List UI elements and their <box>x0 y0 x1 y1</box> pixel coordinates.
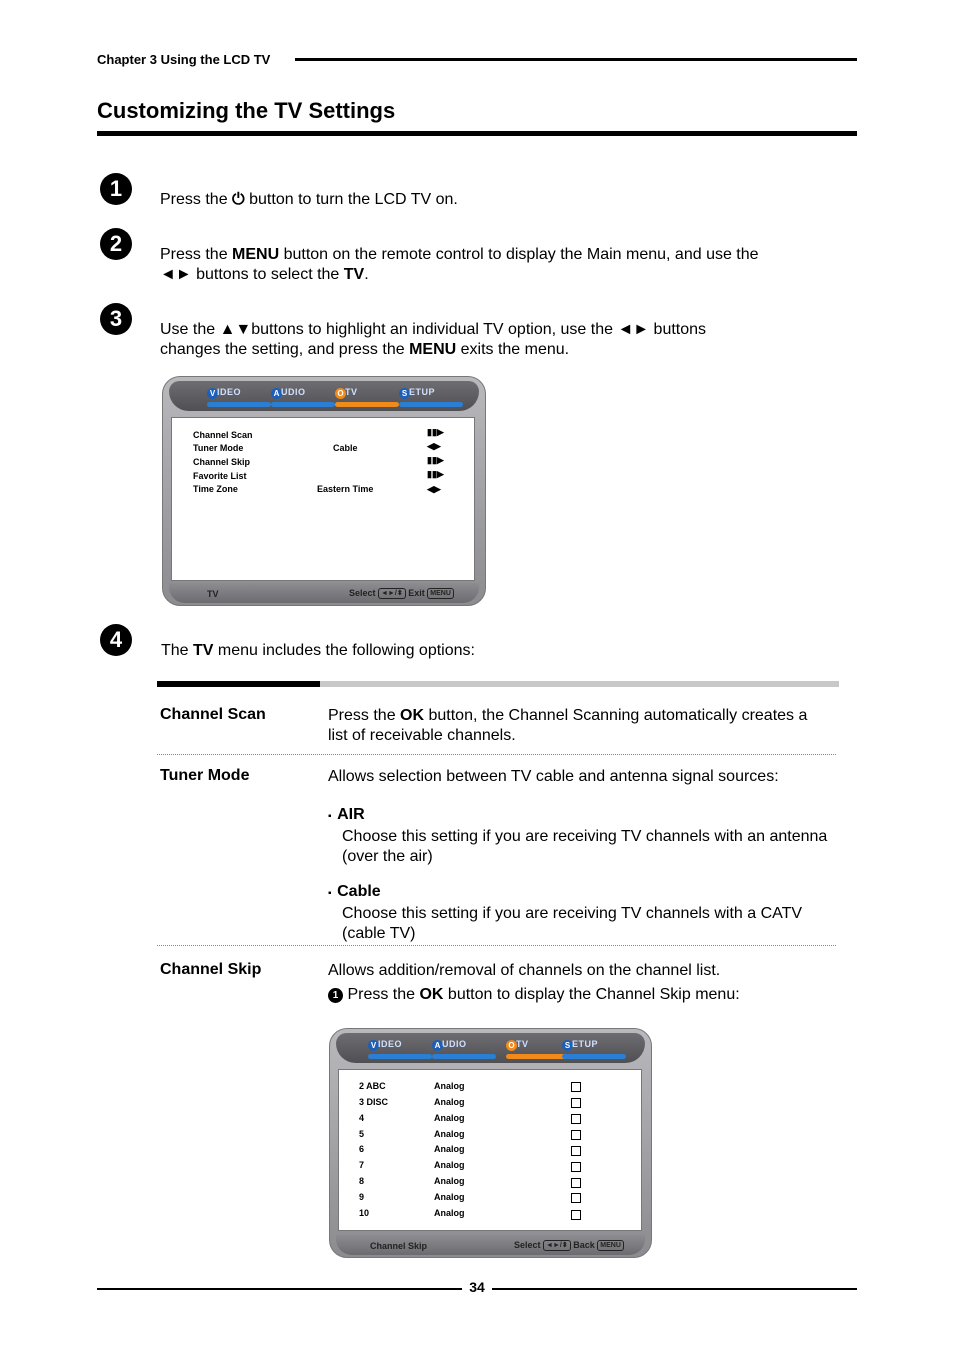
tuner-mode-value: Cable <box>333 443 358 453</box>
menu-item-channel-skip: Channel Skip <box>193 457 251 467</box>
table-header-bar <box>157 681 320 687</box>
skip-checkbox[interactable] <box>571 1130 581 1140</box>
channel-type: Analog <box>434 1144 465 1154</box>
substep-1-badge: 1 <box>328 988 343 1003</box>
option-channel-skip-name: Channel Skip <box>160 961 262 978</box>
menu-item-favorite-list: Favorite List <box>193 471 247 481</box>
footer-rule-left <box>97 1288 462 1290</box>
menu-key-icon: MENU <box>597 1240 624 1251</box>
skip-checkbox[interactable] <box>571 1193 581 1203</box>
option-channel-scan-desc: Press the OK button, the Channel Scanning automatically creates a list of receivable channels. <box>328 707 808 744</box>
arrow-icon: ▮▮▶ <box>427 427 444 437</box>
chapter-header: Chapter 3 Using the LCD TV <box>97 52 271 67</box>
table-header-bar-light <box>320 681 839 687</box>
option-channel-skip-desc: Allows addition/removal of channels on the channel list. 1 Press the OK button to display the Channel Skip menu: <box>328 962 740 1003</box>
tab-audio: A UDIO <box>271 387 335 407</box>
tv-menu-body <box>171 417 475 581</box>
channel-type: Analog <box>434 1192 465 1202</box>
step-4-badge: 4 <box>100 624 132 656</box>
channel-number: 6 <box>359 1144 365 1154</box>
step-4-text: The TV menu includes the following options: <box>161 642 475 659</box>
channel-skip-body <box>338 1069 642 1231</box>
arrow-icon: ▮▮▶ <box>427 469 444 479</box>
tv-menu-screenshot <box>162 376 486 606</box>
tab-setup: S ETUP <box>562 1039 626 1059</box>
channel-number: 9 <box>359 1192 365 1202</box>
arrow-icon: ▮▮▶ <box>427 455 444 465</box>
menu-item-channel-scan: Channel Scan <box>193 430 253 440</box>
menu-item-time-zone: Time Zone <box>193 484 238 494</box>
option-tuner-mode-name: Tuner Mode <box>160 767 250 784</box>
channel-number: 7 <box>359 1160 365 1170</box>
menu-item-tuner-mode: Tuner Mode <box>193 443 244 453</box>
tab-video: V IDEO <box>207 387 271 407</box>
footer-hints: Select ◄►/⬍ Back MENU <box>514 1240 624 1251</box>
cable-option: ▪ Cable Choose this setting if you are receiving TV channels with a CATV (cable TV) <box>328 883 803 942</box>
skip-checkbox[interactable] <box>571 1082 581 1092</box>
page-title: Customizing the TV Settings <box>97 98 396 123</box>
step-1-text: Press the ⏻ button to turn the LCD TV on. <box>160 191 458 208</box>
row-divider <box>157 945 836 946</box>
footer-hints: Select ◄►/⬍ Exit MENU <box>349 588 454 599</box>
menu-footer <box>336 1235 645 1255</box>
left-right-icon: ◀▶ <box>427 441 441 451</box>
channel-number: 3 DISC <box>359 1097 389 1107</box>
nav-keys-icon: ◄►/⬍ <box>543 1240 571 1251</box>
nav-keys-icon: ◄►/⬍ <box>378 588 406 599</box>
step-3-badge: 3 <box>100 303 132 335</box>
time-zone-value: Eastern Time <box>317 484 374 494</box>
tab-tv: O TV <box>335 387 399 407</box>
channel-type: Analog <box>434 1129 465 1139</box>
step-3-text: Use the ▲▼buttons to highlight an individual TV option, use the ◄► buttons changes the setting, and press the MENU exits the menu. <box>160 321 707 358</box>
channel-number: 10 <box>359 1208 370 1218</box>
footer-label: TV <box>207 589 219 599</box>
channel-number: 4 <box>359 1113 365 1123</box>
channel-type: Analog <box>434 1113 465 1123</box>
tab-video: V IDEO <box>368 1039 432 1059</box>
tab-tv: O TV <box>506 1039 570 1059</box>
channel-number: 8 <box>359 1176 365 1186</box>
skip-checkbox[interactable] <box>571 1178 581 1188</box>
footer-rule-right <box>492 1288 857 1290</box>
tab-setup: S ETUP <box>399 387 463 407</box>
step-2-text: Press the MENU button on the remote control to display the Main menu, and use the ◄► buttons to select the TV. <box>160 246 759 283</box>
skip-checkbox[interactable] <box>571 1098 581 1108</box>
menu-tab-bar <box>169 381 479 411</box>
option-channel-scan-name: Channel Scan <box>160 706 266 723</box>
title-rule <box>97 131 857 136</box>
channel-type: Analog <box>434 1208 465 1218</box>
menu-footer <box>169 583 479 603</box>
option-tuner-mode-desc: Allows selection between TV cable and antenna signal sources: <box>328 768 779 785</box>
page-number: 34 <box>469 1279 485 1295</box>
channel-type: Analog <box>434 1176 465 1186</box>
channel-number: 2 ABC <box>359 1081 386 1091</box>
skip-checkbox[interactable] <box>571 1210 581 1220</box>
menu-key-icon: MENU <box>427 588 454 599</box>
power-icon: ⏻ <box>232 191 245 208</box>
skip-checkbox[interactable] <box>571 1114 581 1124</box>
channel-number: 5 <box>359 1129 365 1139</box>
row-divider <box>157 754 836 755</box>
channel-type: Analog <box>434 1081 465 1091</box>
channel-skip-screenshot <box>329 1028 652 1258</box>
step-2-badge: 2 <box>100 228 132 260</box>
skip-checkbox[interactable] <box>571 1146 581 1156</box>
header-rule <box>295 58 857 61</box>
footer-label: Channel Skip <box>370 1241 428 1251</box>
channel-type: Analog <box>434 1097 465 1107</box>
tab-audio: A UDIO <box>432 1039 496 1059</box>
menu-tab-bar <box>336 1033 645 1063</box>
channel-type: Analog <box>434 1160 465 1170</box>
skip-checkbox[interactable] <box>571 1162 581 1172</box>
air-option: ▪ AIR Choose this setting if you are receiving TV channels with an antenna (over the air) <box>328 806 828 865</box>
left-right-icon: ◀▶ <box>427 484 441 494</box>
step-1-badge: 1 <box>100 173 132 205</box>
